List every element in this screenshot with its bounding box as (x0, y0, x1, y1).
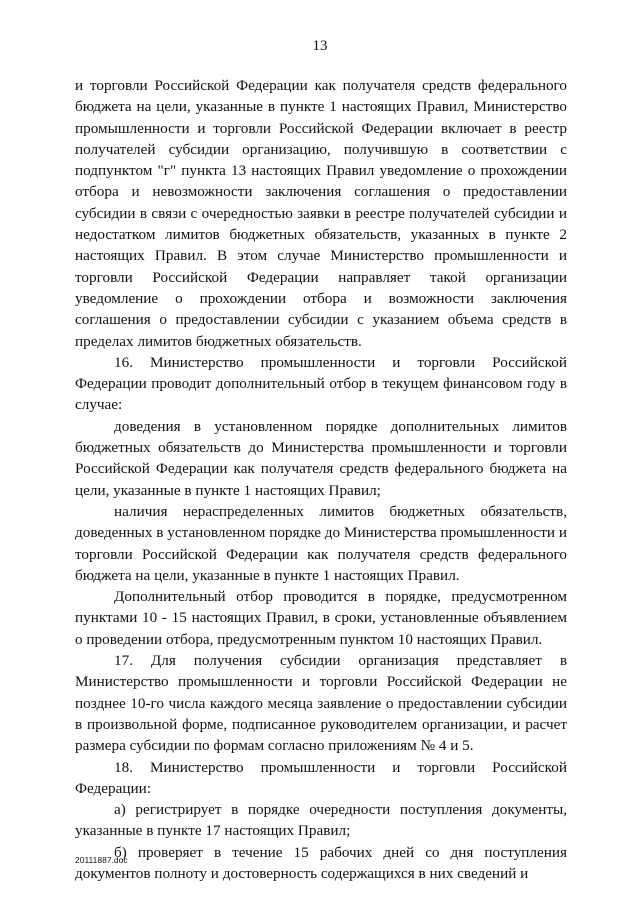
paragraph-item-18-a: а) регистрирует в порядке очередности поступления документы, указанные в пункте 17 настоящих Правил; (75, 801, 567, 840)
paragraph-item-16: 16. Министерство промышленности и торговли Российской Федерации проводит дополнительный отбор в текущем финансовом году в случае: (75, 353, 567, 414)
paragraph-item-17: 17. Для получения субсидии организация представляет в Министерство промышленности и торговли Российской Федерации не позднее 10-го числа каждого месяца заявление о предоставлении субсидии в произвольной форме, подписанное руководителем организации, и расчет размера субсидии по формам согласно приложениям № 4 и 5. (75, 652, 567, 755)
paragraph-item-16-additional-limits: доведения в установленном порядке дополнительных лимитов бюджетных обязательств до Министерства промышленности и торговли Российской Федерации как получателя средств федерального бюджета на цели, указанные в пункте 1 настоящих Правил; (75, 417, 567, 499)
paragraph-item-18: 18. Министерство промышленности и торговли Российской Федерации: (75, 758, 567, 797)
footer-filename: 20111887.doc (75, 855, 128, 865)
paragraph-continuation: и торговли Российской Федерации как получателя средств федерального бюджета на цели, указанные в пункте 1 настоящих Правил, Министерство промышленности и торговли Российской Федерации включает в реестр получателей субсидии организацию, получившую в соответствии с подпунктом "г" пункта 13 настоящих Правил уведомление о прохождении отбора и невозможности заключения соглашения о предоставлении субсидии в связи с очередностью заявки в реестре получателей субсидии и недостатком лимитов бюджетных обязательств, указанных в пункте 2 настоящих Правил. В этом случае Министерство промышленности и торговли Российской Федерации направляет такой организации уведомление о прохождении отбора и возможности заключения соглашения о предоставлении субсидии с указанием объема средств в пределах лимитов бюджетных обязательств. (75, 77, 567, 350)
document-body (75, 75, 567, 884)
paragraph-item-16-undistributed-limits: наличия нераспределенных лимитов бюджетных обязательств, доведенных в установленном порядке до Министерства промышленности и торговли Российской Федерации как получателя средств федерального бюджета на цели, указанные в пункте 1 настоящих Правил. (75, 502, 567, 584)
paragraph-item-18-b: б) проверяет в течение 15 рабочих дней со дня поступления документов полноту и достоверность содержащихся в них сведений и (75, 843, 567, 882)
page-number: 13 (312, 38, 328, 54)
paragraph-item-16-procedure: Дополнительный отбор проводится в порядке, предусмотренном пунктами 10 - 15 настоящих Правил, в сроки, установленные объявлением о проведении отбора, предусмотренным пунктом 10 настоящих Правил. (75, 588, 567, 648)
